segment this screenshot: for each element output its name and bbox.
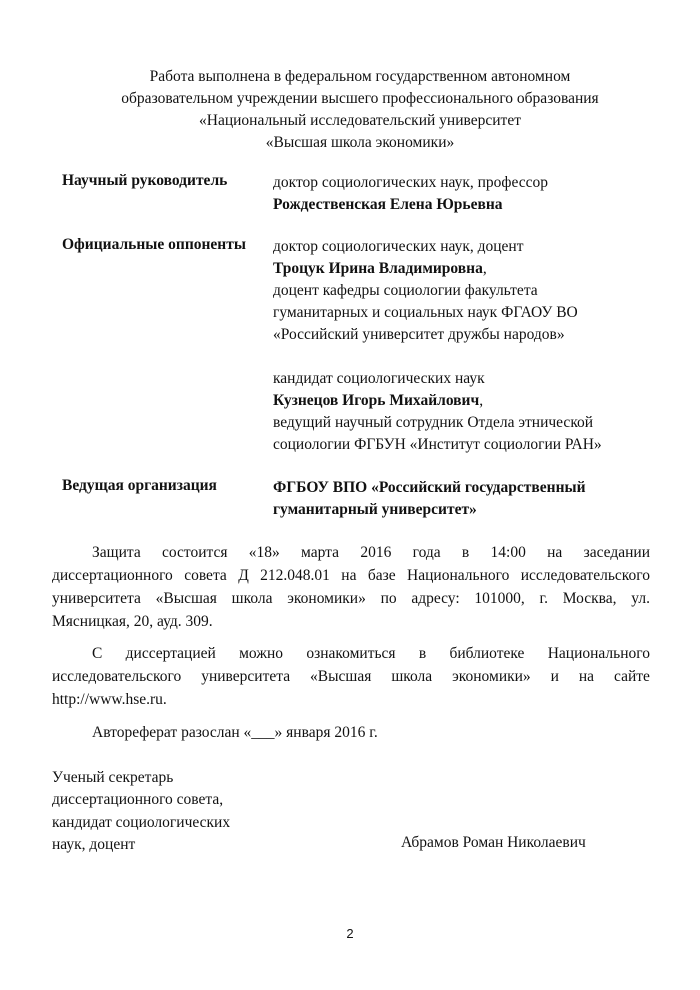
secretary-line: Ученый секретарь <box>52 769 174 786</box>
word: 2016 <box>360 544 392 561</box>
secretary-title <box>52 767 230 856</box>
defense-paragraph <box>52 541 650 633</box>
defense-line: Мясницкая, 20, ауд. 309. <box>52 613 213 630</box>
leading-org-name <box>273 477 586 521</box>
word: и <box>550 668 559 685</box>
word: можно <box>239 645 284 662</box>
word: заседании <box>583 544 650 561</box>
opponent-second-degree: кандидат социологических наук <box>273 370 485 387</box>
word: школа <box>391 668 433 685</box>
word: университета <box>201 668 291 685</box>
intro-line: «Национальный исследовательский университет <box>199 112 521 129</box>
secretary-line: диссертационного совета, <box>52 791 224 809</box>
word: диссертацией <box>125 645 216 662</box>
sent-date-paragraph: Автореферат разослан «___» января 2016 г. <box>92 724 378 741</box>
word: 14:00 <box>490 544 526 561</box>
secretary-name: Абрамов Роман Николаевич <box>401 834 586 851</box>
leading-org-line: гуманитарный университет» <box>273 501 477 518</box>
page-number: 2 <box>346 926 354 941</box>
word: исследовательского <box>52 668 182 685</box>
supervisor-label: Научный руководитель <box>62 172 228 189</box>
opponent-second-line: ведущий научный сотрудник Отдела этнической <box>273 414 594 431</box>
intro-block <box>80 66 640 154</box>
intro-line: Работа выполнена в федеральном государственном автономном <box>149 68 571 85</box>
opponent-first-name: Троцук Ирина Владимировна <box>273 260 483 277</box>
opponent-first-line: «Российский университет дружбы народов» <box>273 326 565 343</box>
opponent-second: кандидат социологических наук Кузнецов Игорь Михайлович, ведущий научный сотрудник Отдела этнической социологии ФГБУН «Институт социологии РАН» <box>273 368 602 456</box>
opponent-first: доктор социологических наук, доцент Троцук Ирина Владимировна, доцент кафедры социологии факультета гуманитарных и социальных наук ФГАОУ ВО «Российский университет дружбы народов» <box>273 236 578 346</box>
opponent-first-degree: доктор социологических наук, доцент <box>273 238 524 255</box>
word: «Высшая <box>310 668 372 685</box>
word: на <box>547 544 563 561</box>
word: марта <box>301 544 340 561</box>
library-line: http://www.hse.ru. <box>52 691 167 708</box>
word: в <box>461 544 470 561</box>
intro-line: образовательном учреждении высшего профессионального образования <box>121 90 599 107</box>
opponent-second-line: социологии ФГБУН «Институт социологии РАН» <box>273 436 602 453</box>
leading-org-label: Ведущая организация <box>62 477 217 494</box>
opponent-second-name: Кузнецов Игорь Михайлович <box>273 392 480 409</box>
word: года <box>412 544 441 561</box>
defense-line <box>52 541 650 564</box>
word: состоится <box>162 544 228 561</box>
word: ознакомиться <box>306 645 396 662</box>
defense-line: диссертационного совета Д 212.048.01 на базе Национального исследовательского <box>52 567 650 584</box>
supervisor-info <box>273 172 548 216</box>
date-blank: ___ <box>251 724 275 741</box>
word: экономики» <box>452 668 531 685</box>
defense-line: университета «Высшая школа экономики» по адресу: 101000, г. Москва, ул. <box>52 590 650 607</box>
word: в <box>418 645 427 662</box>
word: на <box>578 668 595 685</box>
secretary-line: кандидат социологических <box>52 813 231 831</box>
word: «18» <box>248 544 280 561</box>
leading-org-line: ФГБОУ ВПО «Российский государственный <box>273 479 586 496</box>
word: С <box>92 645 103 662</box>
secretary-line: наук, доцент <box>52 835 136 853</box>
opponent-first-line: гуманитарных и социальных наук ФГАОУ ВО <box>273 304 578 321</box>
library-line <box>52 665 650 688</box>
opponents-label: Официальные оппоненты <box>62 236 246 253</box>
supervisor-degree: доктор социологических наук, профессор <box>273 174 548 191</box>
library-paragraph <box>52 642 650 711</box>
library-line <box>52 642 650 665</box>
word: Национального <box>547 645 650 662</box>
word: сайте <box>614 668 650 685</box>
intro-line: «Высшая школа экономики» <box>265 134 455 151</box>
word: библиотеке <box>449 645 525 662</box>
word: Защита <box>92 544 141 561</box>
opponent-first-line: доцент кафедры социологии факультета <box>273 282 538 299</box>
supervisor-name: Рождественская Елена Юрьевна <box>273 196 503 213</box>
